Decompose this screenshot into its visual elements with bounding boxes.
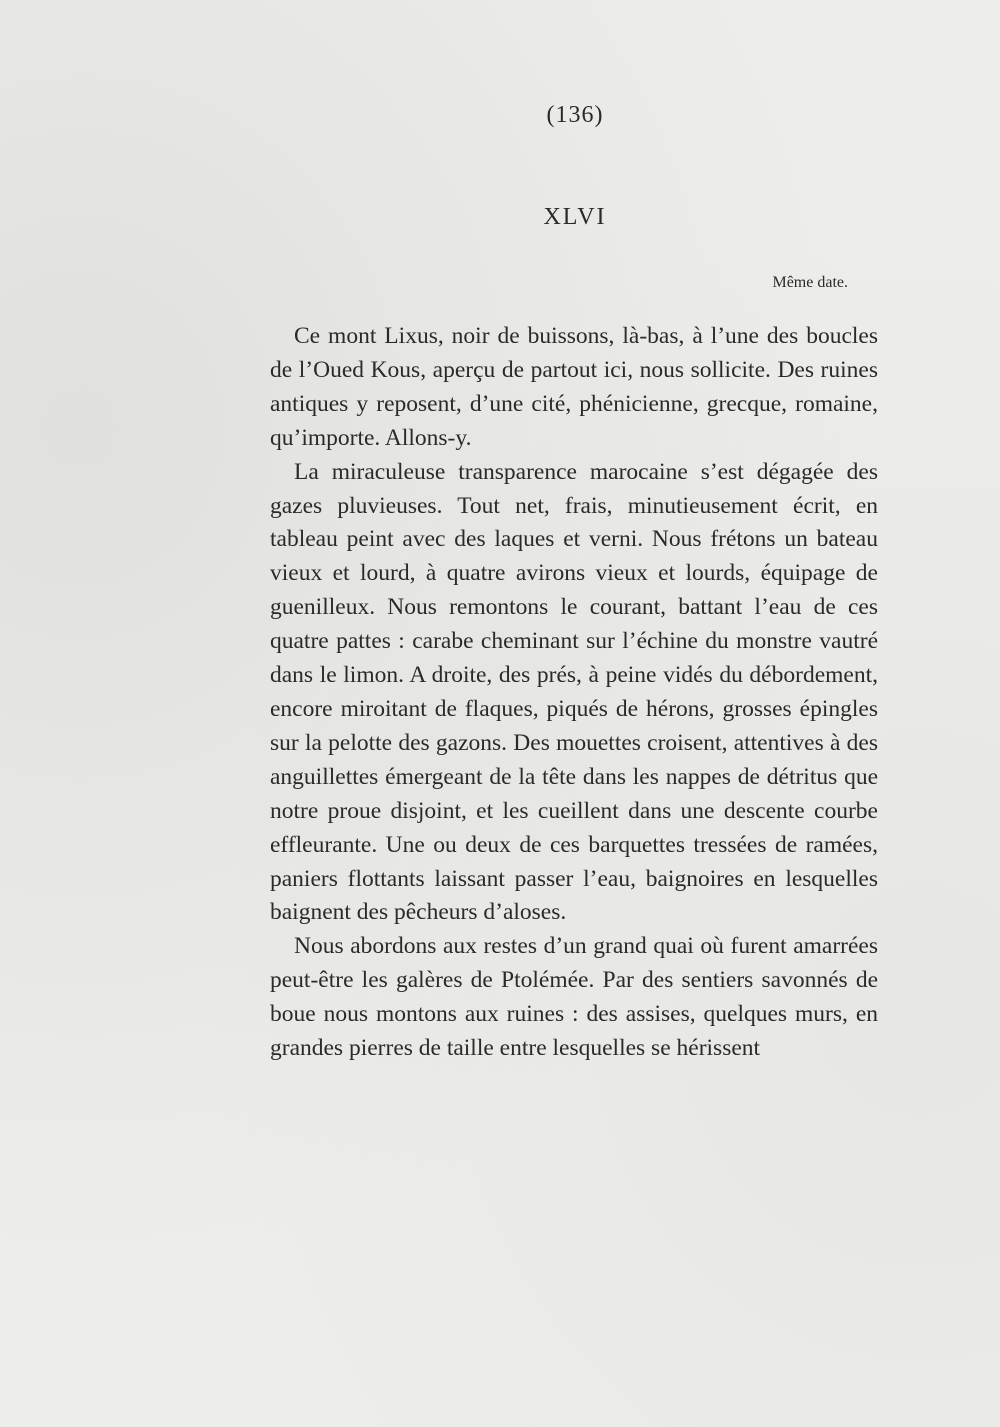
paragraph-2: La miraculeuse transparence marocaine s’est dégagée des gazes pluvieuses. Tout net, frais, minutieusement écrit, en tableau peint avec des laques et verni. Nous frétons un bateau vieux et lourd, à quatre avirons vieux et lourds, équipage de guenilleux. Nous remontons le courant, battant l’eau de ces quatre pattes : carabe cheminant sur l’échine du monstre vautré dans le limon. A droite, des prés, à peine vidés du débordement, encore miroitant de flaques, piqués de hérons, grosses épingles sur la pelotte des gazons. Des mouettes croisent, attentives à des anguillettes émergeant de la tête dans les nappes de détritus que notre proue disjoint, et les cueillent dans une descente courbe effleurante. Une ou deux de ces barquettes tressées de ramées, paniers flottants laissant passer l’eau, baignoires en lesquelles baignent des pêcheurs d’aloses. — [270, 458, 878, 926]
page-number: (136) — [546, 102, 604, 128]
chapter-heading: XLVI — [543, 204, 607, 230]
body-text — [270, 320, 878, 1066]
paragraph-1: Ce mont Lixus, noir de buissons, là-bas, à l’une des boucles de l’Oued Kous, aperçu de partout ici, nous sollicite. Des ruines antiques y reposent, d’une cité, phénicienne, grecque, romaine, qu’importe. Allons-y. — [270, 323, 878, 451]
paragraph-3: Nous abordons aux restes d’un grand quai où furent amarrées peut-être les galères de Ptolémée. Par des sentiers savonnés de boue nous montons aux ruines : des assises, quelques murs, en grandes pierres de taille entre lesquelles se hérissent — [270, 933, 878, 1062]
date-line: Même date. — [772, 274, 848, 291]
